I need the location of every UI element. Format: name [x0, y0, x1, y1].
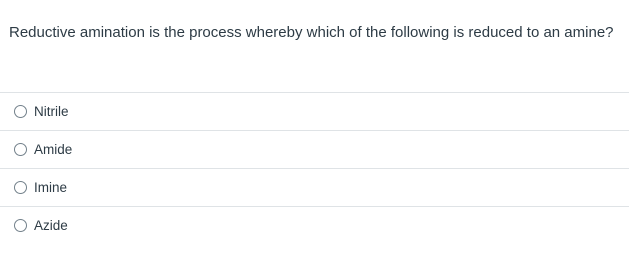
answer-label: Imine	[34, 180, 68, 195]
answer-label: Amide	[34, 142, 73, 157]
radio-button[interactable]	[14, 143, 27, 156]
radio-button[interactable]	[14, 181, 27, 194]
answer-label: Nitrile	[34, 104, 69, 119]
radio-button[interactable]	[14, 105, 27, 118]
answer-list	[0, 92, 629, 244]
answer-option-amide[interactable]	[0, 130, 629, 168]
question-text: Reductive amination is the process whereby which of the following is reduced to an amine?	[9, 24, 614, 41]
answer-label: Azide	[34, 218, 68, 233]
radio-button[interactable]	[14, 219, 27, 232]
answer-option-nitrile[interactable]	[0, 92, 629, 130]
answer-option-imine[interactable]	[0, 168, 629, 206]
answer-option-azide[interactable]	[0, 206, 629, 244]
